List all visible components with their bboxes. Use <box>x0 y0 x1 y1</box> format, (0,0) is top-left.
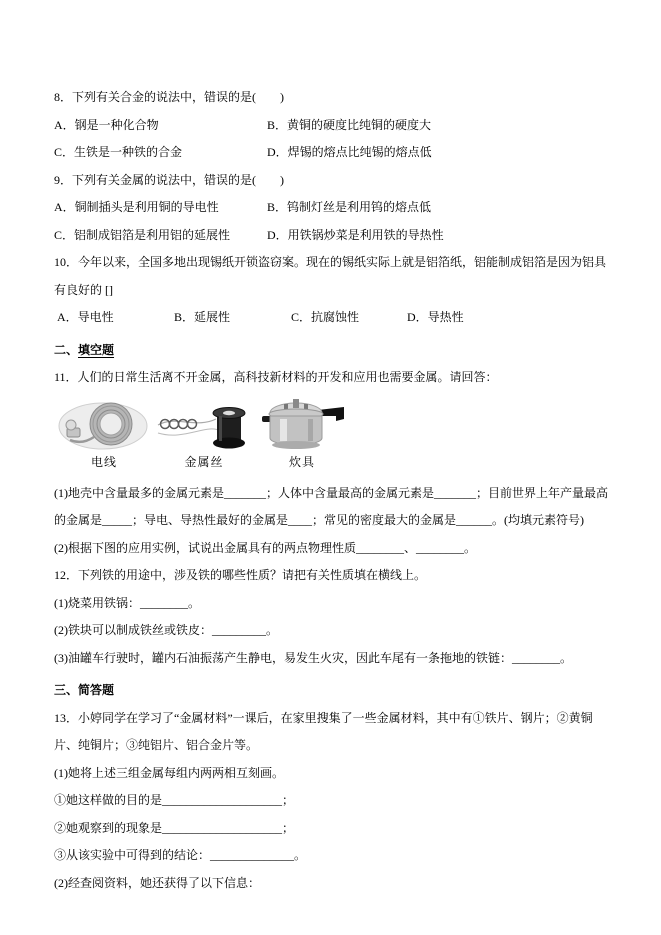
figure-electric-wire <box>58 399 150 470</box>
question-9-stem: 9．下列有关金属的说法中，错误的是( ) <box>54 172 284 187</box>
question-8-options <box>54 112 614 167</box>
section-short-prefix: 三、 <box>54 683 79 697</box>
question-8-option-b: B．黄铜的硬度比纯铜的硬度大 <box>267 117 432 132</box>
question-8-option-d: D．焊锡的熔点比纯锡的熔点低 <box>267 145 432 159</box>
figure-caption-wire: 电线 <box>90 454 117 469</box>
pressure-cooker-image <box>258 395 346 451</box>
question-8-option-a: A．钢是一种化合物 <box>54 117 159 132</box>
question-10-options <box>54 304 614 332</box>
figure-metal-wire <box>156 403 252 470</box>
section-heading-short-answer <box>54 677 614 705</box>
question-10-option-a: A．导电性 <box>57 310 114 324</box>
figure-cookware <box>258 395 346 470</box>
question-13-sub2: ②她观察到的现象是____________________； <box>54 820 295 835</box>
question-9-option-c: C．铝制成铝箔是利用铝的延展性 <box>54 227 231 242</box>
question-13-stem: 13．小婷同学在学习了“金属材料”一课后，在家里搜集了一些金属材料，其中有①铁片、钢片；②黄铜片、纯铜片；③纯铝片、铝合金片等。 <box>54 710 593 752</box>
section-fill-title: 填空题 <box>78 342 115 357</box>
question-10-stem: 10．今年以来，全国多地出现锡纸开锁盗窃案。现在的锡纸实际上就是铝箔纸，铝能制成铝箔是因为铝具有良好的 [] <box>54 255 607 297</box>
question-12-stem: 12．下列铁的用途中，涉及铁的哪些性质？请把有关性质填在横线上。 <box>54 568 427 582</box>
question-12-part3: (3)油罐车行驶时，罐内石油振荡产生静电，易发生火灾，因此车尾有一条拖地的铁链：________。 <box>54 650 572 665</box>
question-13-part2: (2)经查阅资料，她还获得了以下信息： <box>54 875 260 890</box>
question-8-stem: 8．下列有关合金的说法中，错误的是( ) <box>54 90 284 104</box>
question-9-option-d: D．用铁锅炒菜是利用铁的导热性 <box>267 227 444 242</box>
wire-spool-image <box>156 403 252 451</box>
section-short-title: 简答题 <box>78 683 115 697</box>
question-9-option-a: A．铜制插头是利用铜的导电性 <box>54 200 219 214</box>
question-10-option-d: D．导热性 <box>407 310 464 324</box>
figure-caption-metal-wire: 金属丝 <box>184 454 224 469</box>
question-8-option-c: C．生铁是一种铁的合金 <box>54 145 183 159</box>
wire-coil-image <box>58 399 150 451</box>
question-11-stem: 11．人们的日常生活离不开金属，高科技新材料的开发和应用也需要金属。请回答： <box>54 370 498 384</box>
question-13-sub1: ①她这样做的目的是____________________； <box>54 793 295 807</box>
question-9-option-b: B．钨制灯丝是利用钨的熔点低 <box>267 200 432 214</box>
question-13-part1: (1)她将上述三组金属每组内两两相互刻画。 <box>54 765 284 780</box>
question-11-part2: (2)根据下图的应用实例，试说出金属具有的两点物理性质________、________。 <box>54 540 476 555</box>
question-13-sub3: ③从该实验中可得到的结论：______________。 <box>54 848 307 862</box>
question-11-figure-row <box>58 395 614 470</box>
question-9-options <box>54 194 614 249</box>
question-12-part1: (1)烧菜用铁锅：________。 <box>54 595 200 610</box>
question-11-part1: (1)地壳中含量最多的金属元素是_______；人体中含量最高的金属元素是_______；目前世界上年产量最高的金属是_____；导电、导热性最好的金属是____；常见的密度最大的金属是______。(均填元素符号) <box>54 485 608 527</box>
section-heading-fill-in-blanks <box>54 337 614 365</box>
question-10-option-c: C．抗腐蚀性 <box>291 310 360 324</box>
question-10-option-b: B．延展性 <box>174 310 231 324</box>
question-12-part2: (2)铁块可以制成铁丝或铁皮：_________。 <box>54 623 278 637</box>
section-fill-prefix: 二、 <box>54 342 79 357</box>
figure-caption-cookware: 炊具 <box>288 454 315 469</box>
